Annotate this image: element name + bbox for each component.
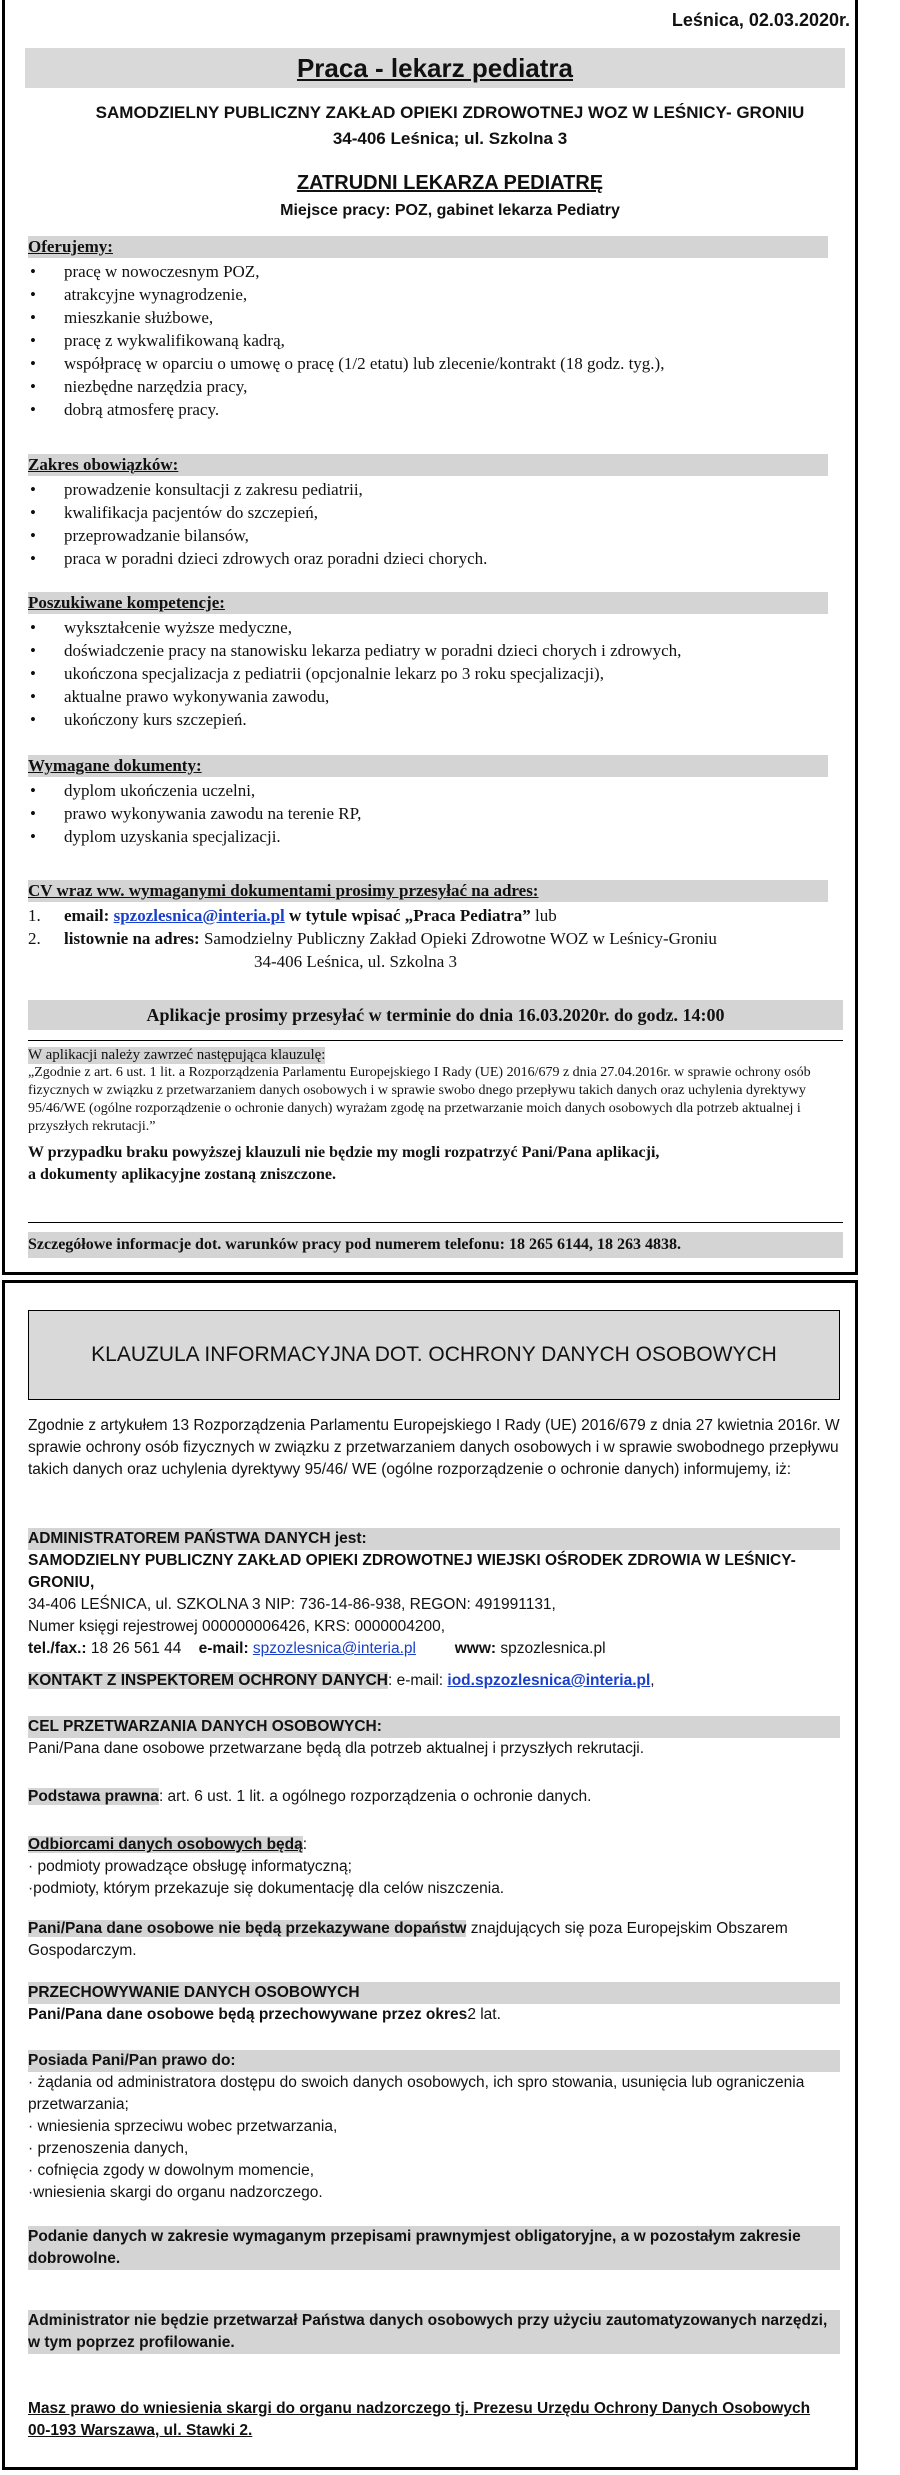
email-or: lub [534, 906, 557, 925]
rights-title: Posiada Pani/Pan prawo do: [28, 2050, 840, 2072]
contact-line: Szczegółowe informacje dot. warunków pracy pod numerem telefonu: 18 265 6144, 18 263 4838. [28, 1232, 843, 1258]
list-item: · wniesienia sprzeciwu wobec przetwarzania, [28, 2118, 338, 2135]
list-item: • kwalifikacja pacjentów do szczepień, [28, 501, 828, 524]
privacy-header: KLAUZULA INFORMACYJNA DOT. OCHRONY DANYCH OSOBOWYCH [28, 1310, 840, 1400]
storage-bold: Pani/Pana dane osobowe będą przechowywane przez okres [28, 2006, 468, 2023]
post-address-line2: 34-406 Leśnica, ul. Szkolna 3 [254, 952, 458, 971]
documents-section [28, 755, 828, 848]
complaint-line1: Masz prawo do wniesienia skargi do organu nadzorczego tj. Prezesu Urzędu Ochrony Danych Osobowych [28, 2400, 811, 2417]
clause-warning [28, 1142, 843, 1186]
recipients-title: Odbiorcami danych osobowych będą [28, 1836, 303, 1853]
list-item: • pracę w nowoczesnym POZ, [28, 260, 828, 283]
post-address-line1: Samodzielny Publiczny Zakład Opieki Zdrowotne WOZ w Leśnicy-Groniu [203, 929, 717, 948]
document-date: Leśnica, 02.03.2020r. [671, 10, 850, 30]
transfer-bold: Pani/Pana dane osobowe nie będą przekazywane dopaństw [28, 1920, 467, 1937]
email-label: e-mail: [198, 1640, 249, 1657]
list-item: • prowadzenie konsultacji z zakresu pediatrii, [28, 478, 828, 501]
provide-data-note: Podanie danych w zakresie wymaganym przepisami prawnymjest obligatoryjne, a w pozostałym zakresie dobrowolne. [28, 2226, 840, 2270]
purpose-title: CEL PRZETWARZANIA DANYCH OSOBOWYCH: [28, 1716, 840, 1738]
legal-basis [28, 1786, 840, 1808]
post-label: listownie na adres: [64, 929, 200, 948]
list-item: • wykształcenie wyższe medyczne, [28, 616, 828, 639]
automation-note: Administrator nie będzie przetwarzał Państwa danych osobowych przy użyciu zautomatyzowanych narzędzi, w tym poprzez profilowanie. [28, 2310, 840, 2354]
cv-title: CV wraz ww. wymaganymi dokumentami prosimy przesyłać na adres: [28, 880, 828, 902]
deadline-banner: Aplikacje prosimy przesyłać w terminie do dnia 16.03.2020r. do godz. 14:00 [28, 1000, 843, 1030]
iod-mid: : e-mail: [387, 1672, 444, 1689]
complaint-note [28, 2398, 840, 2442]
clause-title: W aplikacji należy zawrzeć następująca klauzulę: [28, 1047, 326, 1063]
privacy-intro: Zgodnie z artykułem 13 Rozporządzenia Parlamentu Europejskiego I Rady (UE) 2016/679 z dnia 27 kwietnia 2016r. W sprawie ochrony osób fizycznych w związku z przetwarzaniem danych osobowych i w sprawie swobodnego przepływu takich danych oraz uchylenia dyrektywy 95/46/ WE (ogólne rozporządzenie o ochronie danych) informujemy, iż: [28, 1417, 840, 1478]
basis-label: Podstawa prawna [28, 1788, 159, 1805]
administrator-address: 34-406 LEŚNICA, ul. SZKOLNA 3 NIP: 736-14-86-938, REGON: 491991131, [28, 1596, 556, 1613]
list-item: • współpracę w oparciu o umowę o pracę (1/2 etatu) lub zlecenie/kontrakt (18 godz. tyg.), [28, 352, 828, 375]
duties-title: Zakres obowiązków: [28, 454, 828, 476]
list-item: • ukończona specjalizacja z pediatrii (opcjonalnie lekarz po 3 roku specjalizacji), [28, 662, 828, 685]
basis-text: : art. 6 ust. 1 lit. a ogólnego rozporządzenia o ochronie danych. [158, 1788, 592, 1805]
list-number: 2. [28, 929, 41, 948]
clause-warning-line2: a dokumenty aplikacyjne zostaną zniszczone. [28, 1166, 336, 1183]
email-subject-note: w tytule wpisać „Praca Pediatra” [289, 906, 531, 925]
www-label: www: [454, 1640, 497, 1657]
offer-title: Oferujemy: [28, 236, 828, 258]
duties-section [28, 454, 828, 570]
storage-rest: 2 lat. [467, 2006, 501, 2023]
divider [28, 1040, 843, 1041]
list-item: • praca w poradni dzieci zdrowych oraz poradni dzieci chorych. [28, 547, 828, 570]
list-item: · podmioty prowadzące obsługę informatyczną; [28, 1858, 352, 1875]
clause-warning-line1: W przypadku braku powyższej klauzuli nie będzie my mogli rozpatrzyć Pani/Pana aplikacji, [28, 1144, 660, 1161]
email-link[interactable]: spzozlesnica@interia.pl [113, 906, 285, 925]
list-item: • dobrą atmosferę pracy. [28, 398, 828, 421]
page-title: Praca - lekarz pediatra [25, 48, 845, 88]
list-item: • pracę z wykwalifikowaną kadrą, [28, 329, 828, 352]
iod-label: KONTAKT Z INSPEKTOREM OCHRONY DANYCH [28, 1672, 388, 1689]
cv-email-item [28, 904, 828, 927]
list-item: • atrakcyjne wynagrodzenie, [28, 283, 828, 306]
email-label: email: [64, 906, 110, 925]
tel-label: tel./fax.: [28, 1640, 87, 1657]
list-item: • ukończony kurs szczepień. [28, 708, 828, 731]
cv-section [28, 880, 828, 973]
list-item: • przeprowadzanie bilansów, [28, 524, 828, 547]
documents-title: Wymagane dokumenty: [28, 755, 828, 777]
list-item: ·wniesienia skargi do organu nadzorczego. [28, 2184, 323, 2201]
clause-quote: „Zgodnie z art. 6 ust. 1 lit. a Rozporządzenia Parlamentu Europejskiego I Rady (UE) 2016/679 z dnia 27.04.2016r. w sprawie ochrony osób fizycznych w związku z przetwarzaniem danych osobowych i w sprawie swobo dnego przepływu takich danych oraz uchylenia dyrektywy 95/46/WE (ogólne rozporządzenie o ochronie danych) wyrażam zgodę na przetwarzanie moich danych osobowych dla potrzeb aktualnej i przyszłych rekrutacji.” [28, 1065, 811, 1134]
administrator-section [28, 1528, 840, 1660]
storage-title: PRZECHOWYWANIE DANYCH OSOBOWYCH [28, 1982, 840, 2004]
administrator-contact [28, 1638, 840, 1660]
administrator-title: ADMINISTRATOREM PAŃSTWA DANYCH jest: [28, 1528, 840, 1550]
rights-section [28, 2050, 840, 2204]
list-item: • doświadczenie pracy na stanowisku lekarza pediatry w poradni dzieci chorych i zdrowych, [28, 639, 828, 662]
list-number: 1. [28, 906, 41, 925]
tel-value: 18 26 561 44 [90, 1640, 182, 1657]
administrator-registry: Numer księgi rejestrowej 000000006426, KRS: 0000004200, [28, 1618, 446, 1635]
iod-section [28, 1670, 840, 1692]
transfer-section [28, 1918, 840, 1962]
purpose-text: Pani/Pana dane osobowe przetwarzane będą dla potrzeb aktualnej i przyszłych rekrutacji. [28, 1740, 645, 1757]
divider [28, 1222, 843, 1223]
admin-email-link[interactable]: spzozlesnica@interia.pl [252, 1640, 416, 1657]
list-item: • mieszkanie służbowe, [28, 306, 828, 329]
complaint-line2: 00-193 Warszawa, ul. Stawki 2. [28, 2422, 253, 2439]
list-item: · cofnięcia zgody w dowolnym momencie, [28, 2162, 315, 2179]
list-item: • dyplom uzyskania specjalizacji. [28, 825, 828, 848]
workplace-line: Miejsce pracy: POZ, gabinet lekarza Pediatry [280, 202, 620, 219]
organization-address: 34-406 Leśnica; ul. Szkolna 3 [332, 129, 568, 148]
list-item: · przenoszenia danych, [28, 2140, 189, 2157]
list-item: • dyplom ukończenia uczelni, [28, 779, 828, 802]
offer-section [28, 236, 828, 421]
administrator-name: SAMODZIELNY PUBLICZNY ZAKŁAD OPIEKI ZDROWOTNEJ WIEJSKI OŚRODEK ZDROWIA W LEŚNICY-GRONIU, [28, 1552, 796, 1591]
purpose-section [28, 1716, 840, 1760]
iod-tail: , [650, 1672, 655, 1689]
cv-post-item [28, 927, 828, 973]
skills-section [28, 592, 828, 731]
transfer-rest: znajdujących się poza Europejskim Obszarem Gospodarczym. [28, 1920, 788, 1959]
list-item: • niezbędne narzędzia pracy, [28, 375, 828, 398]
www-value: spzozlesnica.pl [500, 1640, 606, 1657]
list-item: · żądania od administratora dostępu do swoich danych osobowych, ich spro stowania, usunięcia lub ograniczenia przetwarzania; [28, 2074, 805, 2113]
iod-email-link[interactable]: iod.spzozlesnica@interia.pl [447, 1672, 651, 1689]
recipients-colon: : [302, 1836, 308, 1853]
skills-title: Poszukiwane kompetencje: [28, 592, 828, 614]
hire-heading: ZATRUDNI LEKARZA PEDIATRĘ [296, 172, 604, 194]
list-item: ·podmioty, którym przekazuje się dokumentację dla celów niszczenia. [28, 1880, 505, 1897]
organization-header [0, 100, 900, 152]
storage-section [28, 1982, 840, 2026]
list-item: • aktualne prawo wykonywania zawodu, [28, 685, 828, 708]
list-item: • prawo wykonywania zawodu na terenie RP, [28, 802, 828, 825]
consent-clause [28, 1046, 843, 1186]
recipients-section [28, 1834, 840, 1900]
organization-name: SAMODZIELNY PUBLICZNY ZAKŁAD OPIEKI ZDROWOTNEJ WOZ W LEŚNICY- GRONIU [95, 103, 805, 122]
